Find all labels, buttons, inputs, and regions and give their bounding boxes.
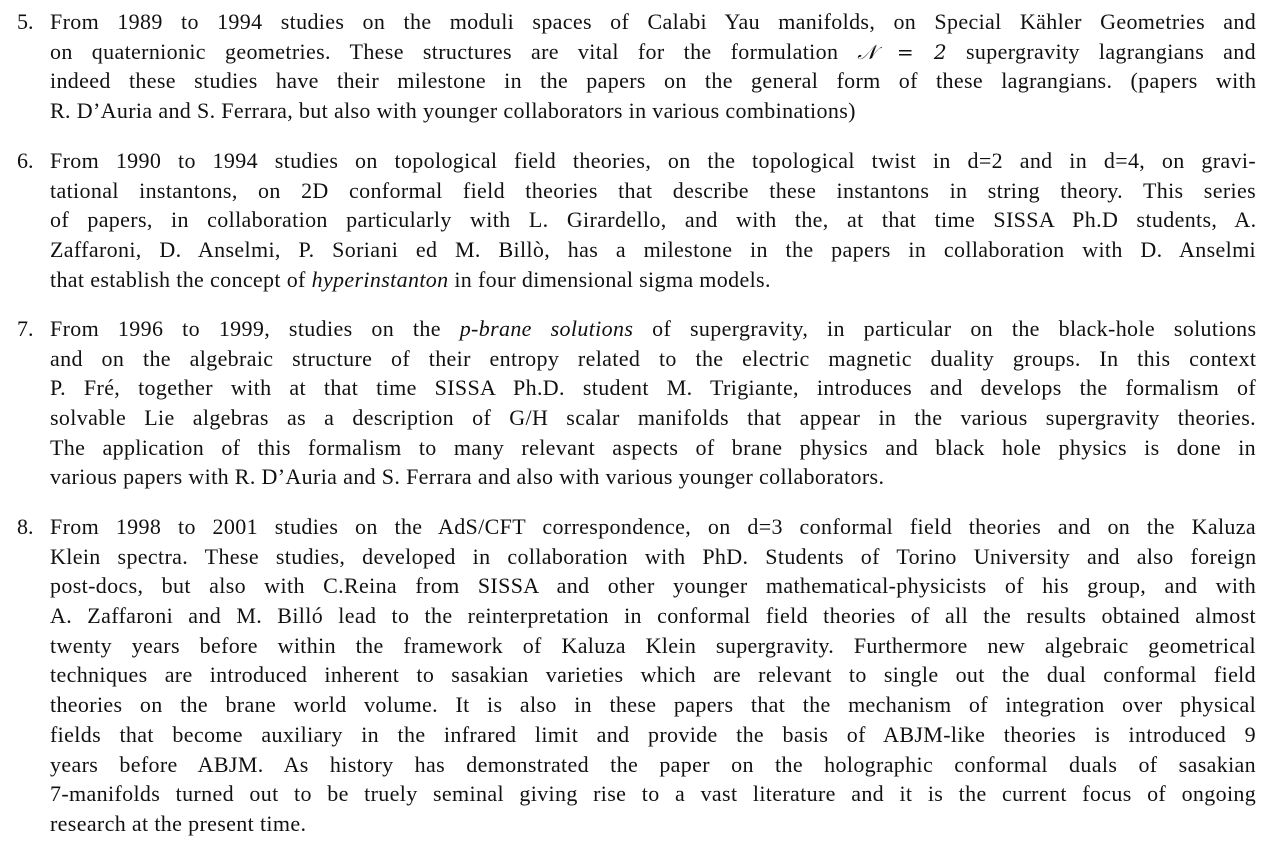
text-line: twenty years before within the framework of Kaluza Klein supergravity. Furthermore new algebraic geometrical (50, 632, 1256, 658)
item-body (50, 7, 1256, 126)
text-line: From 1989 to 1994 studies on the moduli spaces of Calabi Yau manifolds, on Special Kähler Geometries and (50, 9, 1257, 34)
text-segment: of supergravity, in particular on the black-hole solutions (633, 316, 1257, 341)
text-line: various papers with R. D’Auria and S. Ferrara and also with various younger collaborators. (50, 464, 885, 490)
text-line: R. D’Auria and S. Ferrara, but also with younger collaborators in various combinations) (50, 98, 856, 124)
text-line: 7-manifolds turned out to be truely seminal giving rise to a vast literature and it is the current focus of ongoing (50, 781, 1257, 807)
text-line: A. Zaffaroni and M. Billó lead to the reinterpretation in conformal field theories of all the results obtained almost (50, 603, 1256, 629)
text-line: indeed these studies have their milestone in the papers on the general form of these lagrangians. (papers with (50, 68, 1257, 94)
text-line: From 1990 to 1994 studies on topological field theories, on the topological twist in d=2 and in d=4, on gravi- (50, 148, 1256, 173)
text-line (50, 314, 1256, 344)
item-body (50, 146, 1256, 294)
text-line (50, 265, 1256, 295)
text-line: P. Fré, together with at that time SISSA Ph.D. student M. Trigiante, introduces and develops the formalism of (50, 375, 1256, 401)
text-segment: that establish the concept of (50, 266, 312, 292)
item-number: 6. (17, 148, 34, 173)
text-line: theories on the brane world volume. It is also in these papers that the mechanism of integration over physical (50, 692, 1257, 718)
text-line: fields that become auxiliary in the infrared limit and provide the basis of ABJM-like theories is introduced 9 (50, 721, 1256, 747)
item-number: 7. (17, 316, 34, 341)
text-line: post-docs, but also with C.Reina from SISSA and other younger mathematical-physicists of his group, and with (50, 573, 1257, 599)
math-expression: 𝒩 = 2 (857, 39, 947, 64)
text-segment: in four dimensional sigma models. (448, 266, 771, 292)
item-body (50, 512, 1256, 839)
item-number: 8. (17, 514, 34, 539)
text-line: From 1998 to 2001 studies on the AdS/CFT correspondence, on d=3 conformal field theories and on the Kaluza (50, 514, 1256, 539)
text-line: solvable Lie algebras as a description of G/H scalar manifolds that appear in the various supergravity theories. (50, 405, 1256, 431)
item-body (50, 314, 1256, 492)
text-segment: on quaternionic geometries. These structures are vital for the formulation (50, 38, 858, 64)
text-line: techniques are introduced inherent to sasakian varieties which are relevant to single out the dual conformal field (50, 662, 1256, 688)
text-line: The application of this formalism to many relevant aspects of brane physics and black hole physics is done in (50, 434, 1257, 460)
text-line: Klein spectra. These studies, developed in collaboration with PhD. Students of Torino University and also foreign (50, 543, 1257, 569)
emphasized-term: hyperinstanton (311, 266, 449, 292)
item-number: 5. (17, 9, 34, 34)
text-line: of papers, in collaboration particularly with L. Girardello, and with the, at that time SISSA Ph.D students, A. (50, 207, 1257, 233)
text-line: and on the algebraic structure of their entropy related to the electric magnetic duality groups. In this context (50, 345, 1257, 371)
text-line: years before ABJM. As history has demonstrated the paper on the holographic conformal duals of sasakian (50, 751, 1256, 777)
text-line: Zaffaroni, D. Anselmi, P. Soriani ed M. Billò, has a milestone in the papers in collaboration with D. Anselmi (50, 237, 1256, 263)
text-segment: supergravity lagrangians and (946, 38, 1256, 64)
emphasized-term: p-brane solutions (459, 316, 634, 341)
text-line: tational instantons, on 2D conformal field theories that describe these instantons in string theory. This series (50, 177, 1256, 203)
text-line: research at the present time. (50, 810, 307, 836)
text-line (50, 37, 1256, 67)
text-segment: From 1996 to 1999, studies on the (50, 316, 460, 341)
